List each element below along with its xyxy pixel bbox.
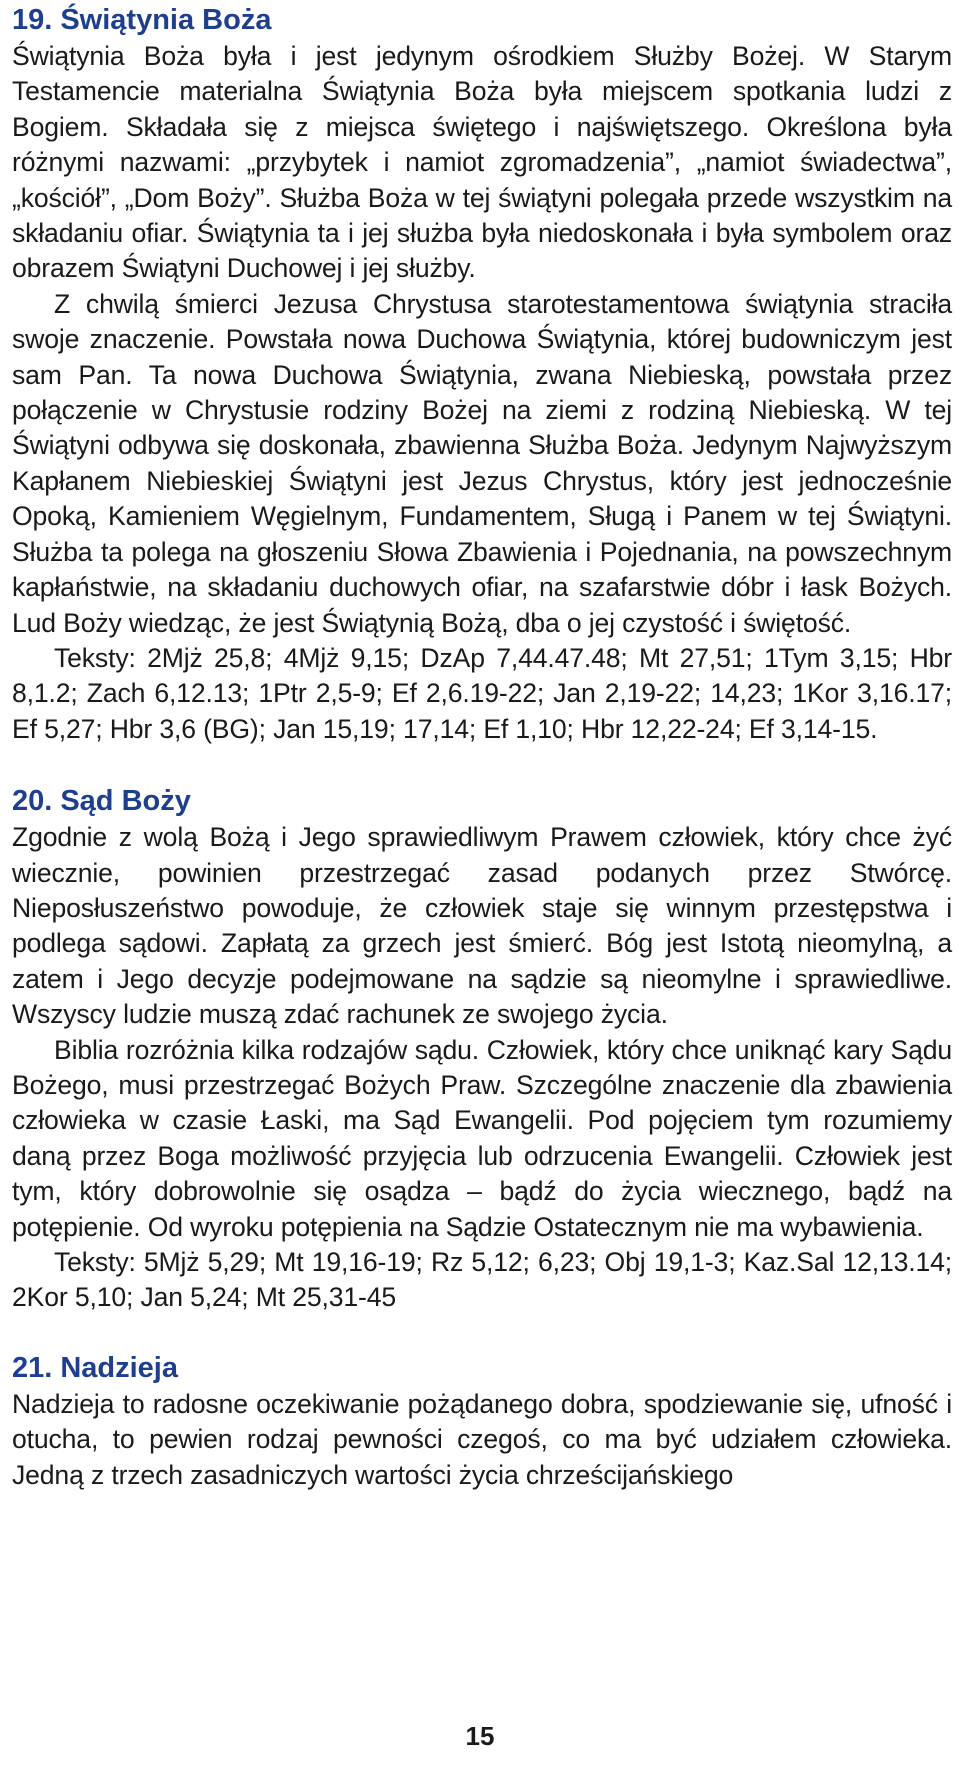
section-title: Nadzieja	[60, 1351, 178, 1384]
paragraph: Zgodnie z wolą Bożą i Jego sprawiedliwym Prawem człowiek, który chce żyć wiecznie, powinien przestrzegać zasad podanych przez Stwórcę. Nieposłuszeństwo powoduje, że człowiek staje się winnym przestępstwa i podlega sądowi. Zapłatą za grzech jest śmierć. Bóg jest Istotą nieomylną, a zatem i Jego decyzje podejmowane na sądzie są nieomylne i sprawiedliwe. Wszyscy ludzie muszą zdać rachunek ze swojego życia.	[12, 822, 952, 1030]
section-heading	[12, 783, 952, 820]
section-sad-bozy	[12, 783, 952, 1316]
section-number: 19.	[12, 4, 53, 36]
paragraph: Świątynia Boża była i jest jedynym ośrodkiem Służby Bożej. W Starym Testamencie materialna Świątynia Boża była miejscem spotkania ludzi z Bogiem. Składała się z miejsca świętego i najświętszego. Określona była różnymi nazwami: „przybytek i namiot zgromadzenia”, „namiot świadectwa”, „kościół”, „Dom Boży”. Służba Boża w tej świątyni polegała przede wszystkim na składaniu ofiar. Świątynia ta i jej służba była niedoskonała i była symbolem oraz obrazem Świątyni Duchowej i jej służby.	[12, 41, 952, 284]
section-heading	[12, 1350, 952, 1387]
paragraph: Nadzieja to radosne oczekiwanie pożądanego dobra, spodziewanie się, ufność i otucha, to pewien rodzaj pewności czegoś, co ma być udziałem człowieka. Jedną z trzech zasadniczych wartości życia chrześcijańskiego	[12, 1388, 952, 1490]
section-nadzieja	[12, 1350, 952, 1493]
paragraph: Z chwilą śmierci Jezusa Chrystusa starotestamentowa świątynia straciła swoje znaczenie. Powstała nowa Duchowa Świątynia, której budowniczym jest sam Pan. Ta nowa Duchowa Świątynia, zwana Niebieską, powstała przez połączenie w Chrystusie rodziny Bożej na ziemi z rodziną Niebieską. W tej Świątyni odbywa się doskonała, zbawienna Służba Boża. Jedynym Najwyższym Kapłanem Niebieskiej Świątyni jest Jezus Chrystus, który jest jednocześnie Opoką, Kamieniem Węgielnym, Fundamentem, Sługą i Panem w tej Świątyni. Służba ta polega na głoszeniu Słowa Zbawienia i Pojednania, na powszechnym kapłaństwie, na składaniu duchowych ofiar, na szafarstwie dóbr i łask Bożych. Lud Boży wiedząc, że jest Świątynią Bożą, dba o jej czystość i świętość.	[12, 288, 952, 638]
section-swiatynia-boza	[12, 2, 952, 747]
page-number: 15	[465, 1721, 495, 1751]
section-spacer	[12, 1316, 952, 1350]
section-number: 20.	[12, 785, 53, 818]
scripture-references: Teksty: 2Mjż 25,8; 4Mjż 9,15; DzAp 7,44.47.48; Mt 27,51; 1Tym 3,15; Hbr 8,1.2; Zach 6,12.13; 1Ptr 2,5-9; Ef 2,6.19-22; Jan 2,19-22; 14,23; 1Kor 3,16.17; Ef 5,27; Hbr 3,6 (BG); Jan 15,19; 17,14; Ef 1,10; Hbr 12,22-24; Ef 3,14-15.	[12, 642, 952, 744]
section-number: 21.	[12, 1351, 53, 1384]
section-heading	[12, 2, 952, 39]
scripture-references: Teksty: 5Mjż 5,29; Mt 19,16-19; Rz 5,12; 6,23; Obj 19,1-3; Kaz.Sal 12,13.14; 2Kor 5,10; Jan 5,24; Mt 25,31-45	[12, 1247, 952, 1313]
section-title: Sąd Boży	[60, 785, 191, 818]
document-page	[12, 2, 952, 1493]
section-spacer	[12, 747, 952, 783]
section-title: Świątynia Boża	[60, 4, 272, 36]
paragraph: Biblia rozróżnia kilka rodzajów sądu. Człowiek, który chce uniknąć kary Sądu Bożego, musi przestrzegać Bożych Praw. Szczególne znaczenie dla zbawienia człowieka w czasie Łaski, ma Sąd Ewangelii. Pod pojęciem tym rozumiemy daną przez Boga możliwość przyjęcia lub odrzucenia Ewangelii. Człowiek jest tym, który dobrowolnie się osądza – bądź do życia wiecznego, bądź na potępienie. Od wyroku potępienia na Sądzie Ostatecznym nie ma wybawienia.	[12, 1034, 952, 1242]
